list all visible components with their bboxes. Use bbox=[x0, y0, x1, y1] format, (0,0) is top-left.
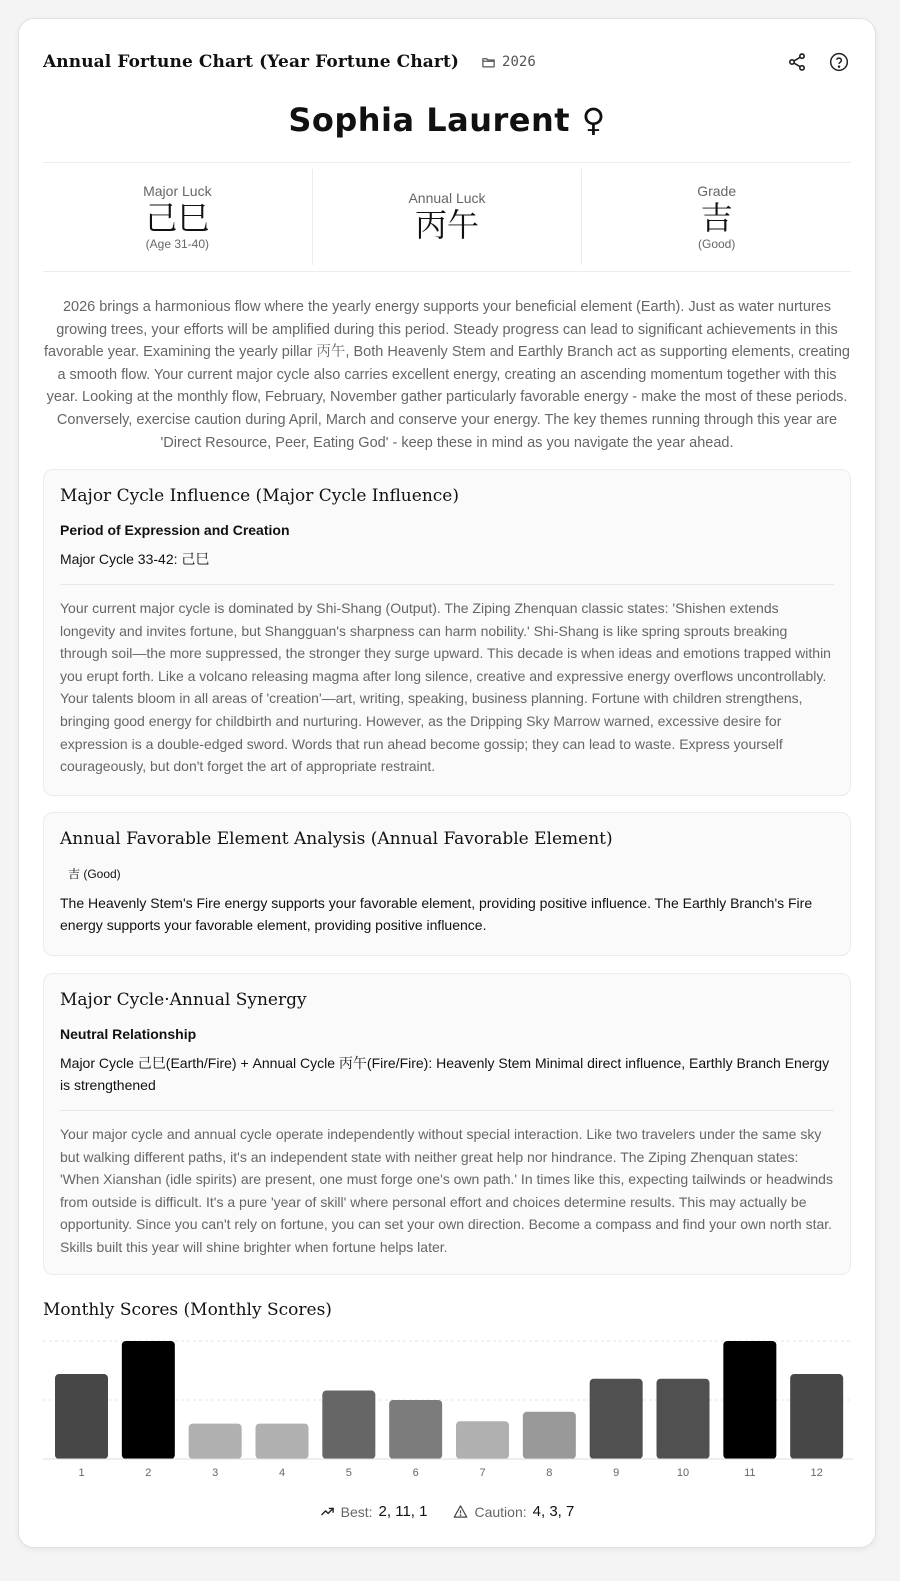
tick-label-month-7: 7 bbox=[479, 1467, 486, 1479]
tick-label-month-2: 2 bbox=[145, 1467, 152, 1479]
synergy-section bbox=[43, 973, 851, 1275]
bar-month-7[interactable] bbox=[456, 1421, 509, 1459]
synergy-subtitle: Neutral Relationship bbox=[60, 1026, 197, 1042]
year-label: 2026 bbox=[502, 54, 536, 70]
tick-label-month-10: 10 bbox=[676, 1467, 690, 1479]
bar-month-3[interactable] bbox=[189, 1424, 242, 1459]
folder-icon bbox=[481, 55, 496, 70]
fortune-card bbox=[18, 18, 876, 1548]
luck-summary bbox=[43, 169, 851, 265]
share-icon bbox=[787, 52, 807, 72]
chart-legend bbox=[19, 1503, 875, 1520]
bar-month-4[interactable] bbox=[256, 1424, 309, 1459]
synergy-body: Your major cycle and annual cycle operate independently without special interaction. Like two travelers under the same sky but walking different paths, it's an independent state with neither great help nor hindrance. The Ziping Zhenquan states: 'When Xianshan (idle spirits) are present, one must forge one's own path.' In times like this, expecting tailwinds or headwinds from outside is difficult. It's a pure 'year of skill' where personal effort and choices determine results. This may actually be opportunity. Since you can't rely on fortune, you can set your own direction. Become a compass and find your own north star. Skills built this year will shine brighter when fortune helps later. bbox=[60, 1126, 833, 1255]
major-luck bbox=[43, 169, 312, 265]
tick-label-month-5: 5 bbox=[345, 1467, 352, 1479]
share-button[interactable] bbox=[785, 50, 809, 74]
annual-luck bbox=[312, 169, 582, 265]
grade-label: Grade bbox=[697, 183, 737, 199]
divider bbox=[43, 271, 851, 272]
major-cycle-title: Major Cycle Influence (Major Cycle Influence) bbox=[60, 486, 459, 506]
grade-sub: (Good) bbox=[698, 237, 736, 251]
major-luck-label: Major Luck bbox=[143, 183, 212, 199]
grade-value: 吉 bbox=[700, 199, 733, 237]
tick-label-month-8: 8 bbox=[546, 1467, 553, 1479]
bar-month-2[interactable] bbox=[122, 1341, 175, 1459]
major-luck-age: (Age 31-40) bbox=[145, 237, 210, 251]
top-actions bbox=[785, 50, 851, 74]
year-summary: 2026 brings a harmonious flow where the yearly energy supports your beneficial element (Earth). Just as water nurtures growing trees, your efforts will be amplified during this period. Steady progress can lead to significant achievements in this favorable year. Examining the yearly pillar 丙午, Both Heavenly Stem and Earthly Branch act as supporting elements, creating a smooth flow. Your current major cycle also carries excellent energy, creating an ascending momentum together with this year. Looking at the monthly flow, February, November gather particularly favorable energy - make the most of these periods. Conversely, exercise caution during April, March and conserve your energy. The key themes running through this year are 'Direct Resource, Peer, Eating God' - keep these in mind as you navigate the year ahead. bbox=[44, 299, 850, 451]
tick-label-month-4: 4 bbox=[278, 1467, 286, 1479]
divider bbox=[43, 162, 851, 163]
major-cycle-subtitle: Period of Expression and Creation bbox=[60, 522, 290, 538]
best-label: Best: bbox=[340, 1503, 373, 1520]
bar-month-10[interactable] bbox=[657, 1379, 710, 1459]
help-button[interactable] bbox=[827, 50, 851, 74]
top-bar bbox=[43, 49, 851, 75]
profile-name: Sophia Laurent ♀ bbox=[288, 101, 606, 139]
tick-label-month-1: 1 bbox=[78, 1467, 85, 1479]
tick-label-month-3: 3 bbox=[212, 1467, 219, 1479]
bar-month-5[interactable] bbox=[322, 1391, 375, 1459]
favorable-title: Annual Favorable Element Analysis (Annual Favorable Element) bbox=[60, 829, 613, 849]
annual-luck-value: 丙午 bbox=[415, 206, 480, 244]
bar-month-8[interactable] bbox=[523, 1412, 576, 1459]
tick-label-month-9: 9 bbox=[613, 1467, 620, 1479]
tick-label-month-6: 6 bbox=[412, 1467, 419, 1479]
synergy-line: Major Cycle 己巳(Earth/Fire) + Annual Cycle 丙午(Fire/Fire): Heavenly Stem Minimal direct influence, Earthly Branch Energy is strengthened bbox=[60, 1055, 830, 1093]
page-title: Annual Fortune Chart (Year Fortune Chart) bbox=[43, 52, 460, 72]
best-months bbox=[320, 1503, 428, 1520]
monthly-scores-chart bbox=[43, 1337, 853, 1487]
trending-up-icon bbox=[320, 1504, 335, 1519]
bar-month-6[interactable] bbox=[389, 1400, 442, 1459]
grade bbox=[581, 169, 851, 265]
major-cycle-body: Your current major cycle is dominated by Shi-Shang (Output). The Ziping Zhenquan classic states: 'Shishen extends longevity and invites fortune, but Shangguan's sharpness can harm nobility.' Shi-Shang is like spring sprouts breaking through soil—the more suppressed, the stronger they surge upward. This decade is when ideas and emotions trapped within you erupt forth. Like a volcano releasing magma after long silence, creative and expressive energy overflows uncontrollably. Your talents bloom in all areas of 'creation'—art, writing, speaking, business planning. Fortune with children strengthens, bringing good energy for childbirth and nurturing. However, as the Dripping Sky Marrow warned, excessive desire for expression is a double-edged sword. Words that run ahead become gossip; they can lead to waste. Express yourself courageously, but don't forget the art of appropriate restraint. bbox=[60, 600, 831, 775]
tick-label-month-11: 11 bbox=[744, 1467, 756, 1479]
tick-label-month-12: 12 bbox=[810, 1467, 823, 1479]
caution-label: Caution: bbox=[474, 1503, 527, 1520]
help-icon bbox=[829, 52, 849, 72]
major-cycle-section bbox=[43, 469, 851, 796]
bar-month-9[interactable] bbox=[590, 1379, 643, 1459]
caution-months bbox=[453, 1503, 574, 1520]
chart-title: Monthly Scores (Monthly Scores) bbox=[43, 1300, 332, 1320]
bar-month-12[interactable] bbox=[790, 1374, 843, 1459]
favorable-element-section bbox=[43, 812, 851, 956]
divider bbox=[60, 584, 834, 585]
grade-badge: 吉 (Good) bbox=[68, 867, 121, 881]
major-cycle-line: Major Cycle 33-42: 己巳 bbox=[60, 551, 210, 567]
bar-month-1[interactable] bbox=[55, 1374, 108, 1459]
favorable-body: The Heavenly Stem's Fire energy supports your favorable element, providing positive influence. The Earthly Branch's Fire energy supports your favorable element, providing positive influence. bbox=[60, 895, 813, 933]
best-value: 2, 11, 1 bbox=[378, 1503, 428, 1520]
bar-month-11[interactable] bbox=[723, 1341, 776, 1459]
annual-luck-label: Annual Luck bbox=[408, 190, 486, 206]
divider bbox=[60, 1110, 834, 1111]
caution-value: 4, 3, 7 bbox=[532, 1503, 575, 1520]
warning-icon bbox=[453, 1504, 468, 1519]
synergy-title: Major Cycle·Annual Synergy bbox=[60, 990, 307, 1010]
year-selector[interactable] bbox=[481, 54, 536, 70]
major-luck-value: 己巳 bbox=[145, 199, 210, 237]
